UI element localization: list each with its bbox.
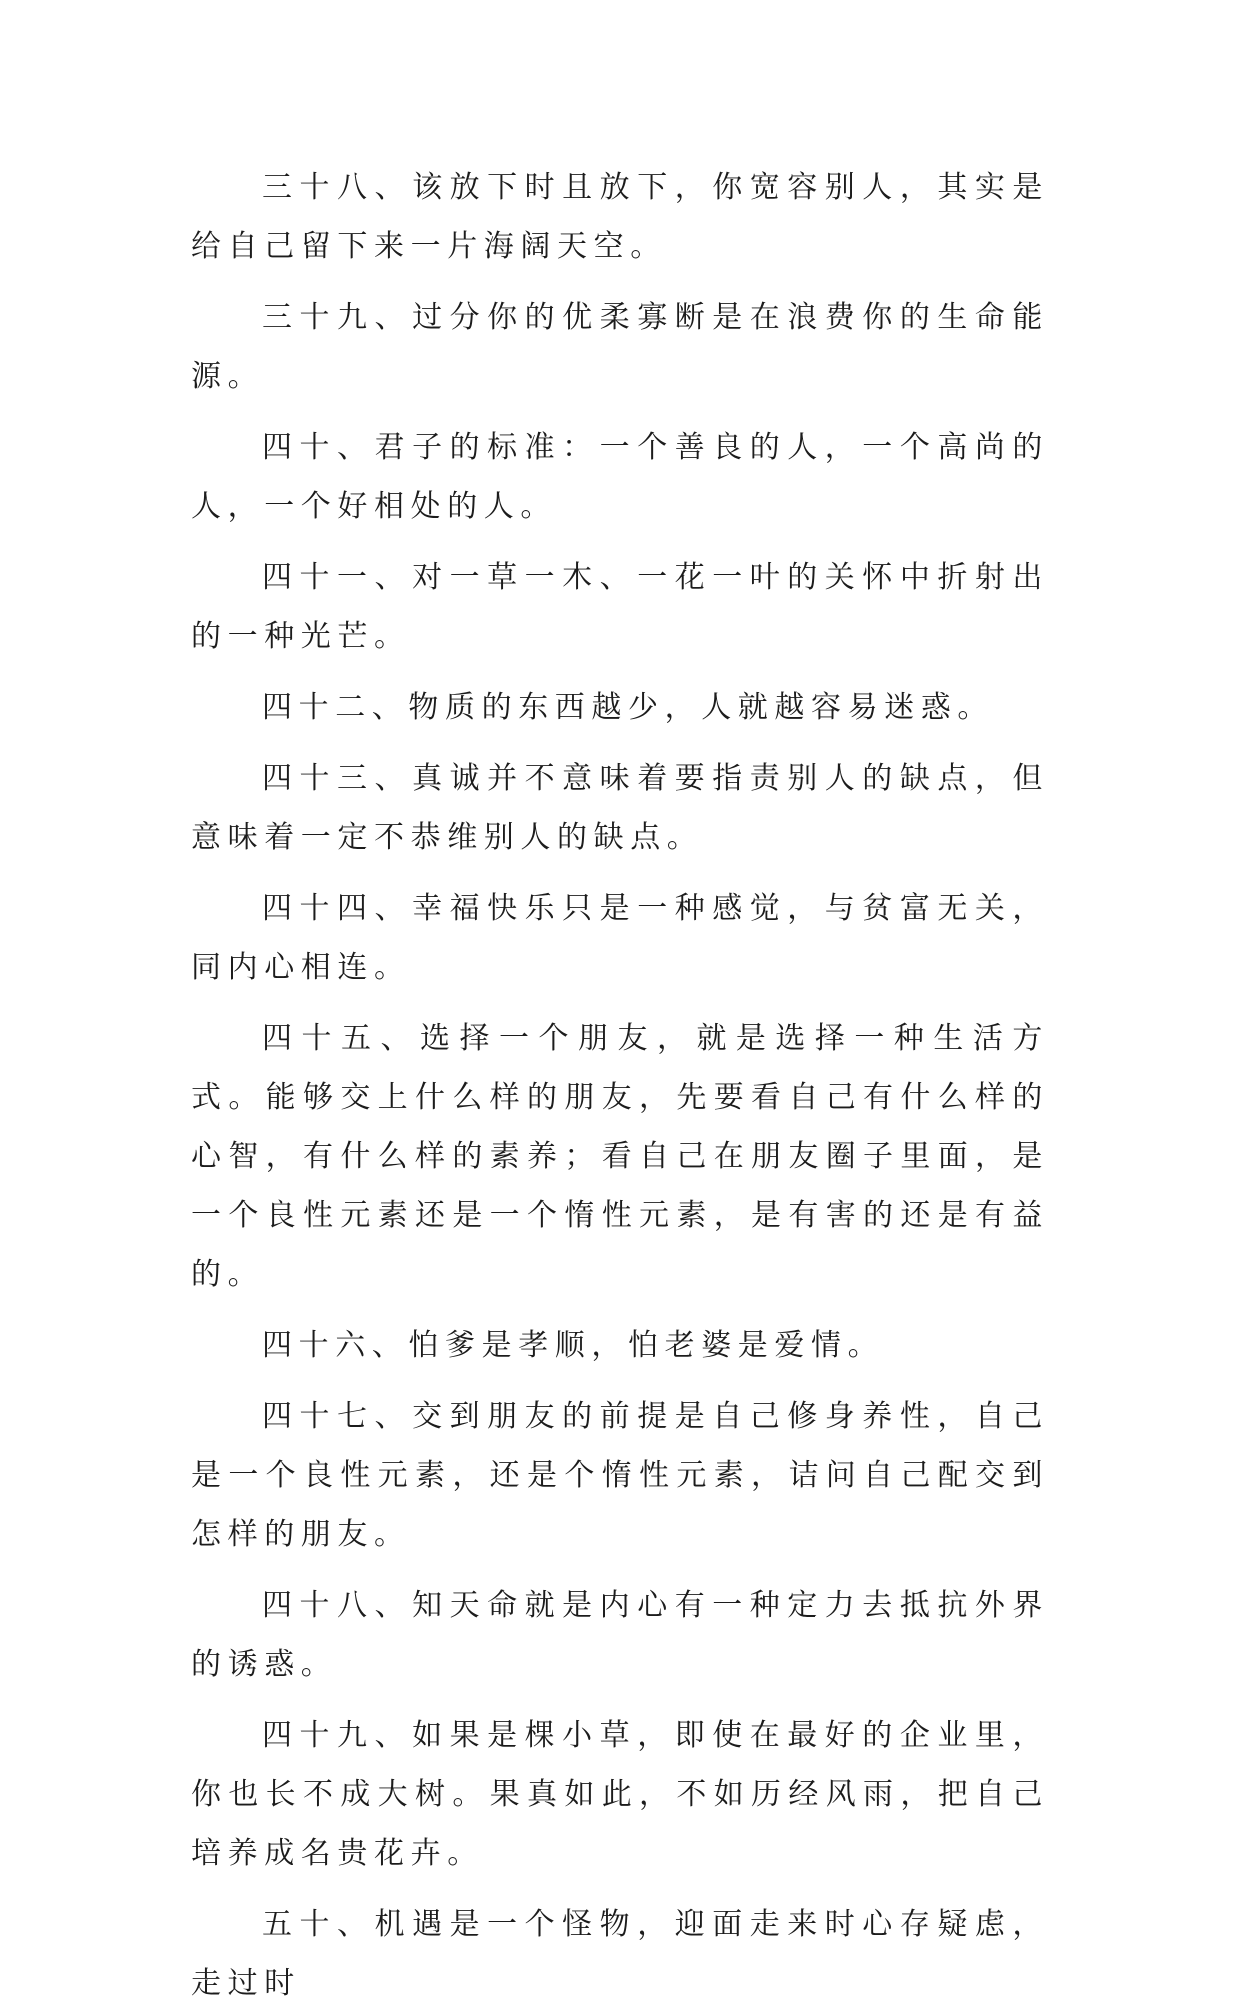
paragraph-43: 四十三、真诚并不意味着要指责别人的缺点，但意味着一定不恭维别人的缺点。 — [191, 761, 1049, 855]
paragraph-39: 三十九、过分你的优柔寡断是在浪费你的生命能源。 — [191, 300, 1049, 394]
paragraph-38: 三十八、该放下时且放下，你宽容别人，其实是给自己留下来一片海阔天空。 — [191, 170, 1049, 264]
paragraph-44: 四十四、幸福快乐只是一种感觉，与贫富无关，同内心相连。 — [191, 891, 1049, 985]
paragraph-42: 四十二、物质的东西越少，人就越容易迷惑。 — [262, 690, 994, 725]
paragraph-40: 四十、君子的标准：一个善良的人，一个高尚的人，一个好相处的人。 — [191, 430, 1049, 524]
paragraph-46: 四十六、怕爹是孝顺，怕老婆是爱情。 — [262, 1328, 885, 1363]
paragraph-45: 四十五、选择一个朋友，就是选择一种生活方式。能够交上什么样的朋友，先要看自己有什么样的心智，有什么样的素养；看自己在朋友圈子里面，是一个良性元素还是一个惰性元素，是有害的还是有益的。 — [191, 1021, 1049, 1292]
paragraph-48: 四十八、知天命就是内心有一种定力去抵抗外界的诱惑。 — [191, 1588, 1049, 1682]
paragraph-47: 四十七、交到朋友的前提是自己修身养性，自己是一个良性元素，还是个惰性元素，诘问自己配交到怎样的朋友。 — [191, 1399, 1049, 1552]
paragraph-50: 五十、机遇是一个怪物，迎面走来时心存疑虑，走过时 — [191, 1907, 1049, 2001]
document-page — [191, 158, 1049, 2013]
paragraph-41: 四十一、对一草一木、一花一叶的关怀中折射出的一种光芒。 — [191, 560, 1049, 654]
paragraph-49: 四十九、如果是棵小草，即使在最好的企业里，你也长不成大树。果真如此，不如历经风雨，把自己培养成名贵花卉。 — [191, 1718, 1049, 1871]
